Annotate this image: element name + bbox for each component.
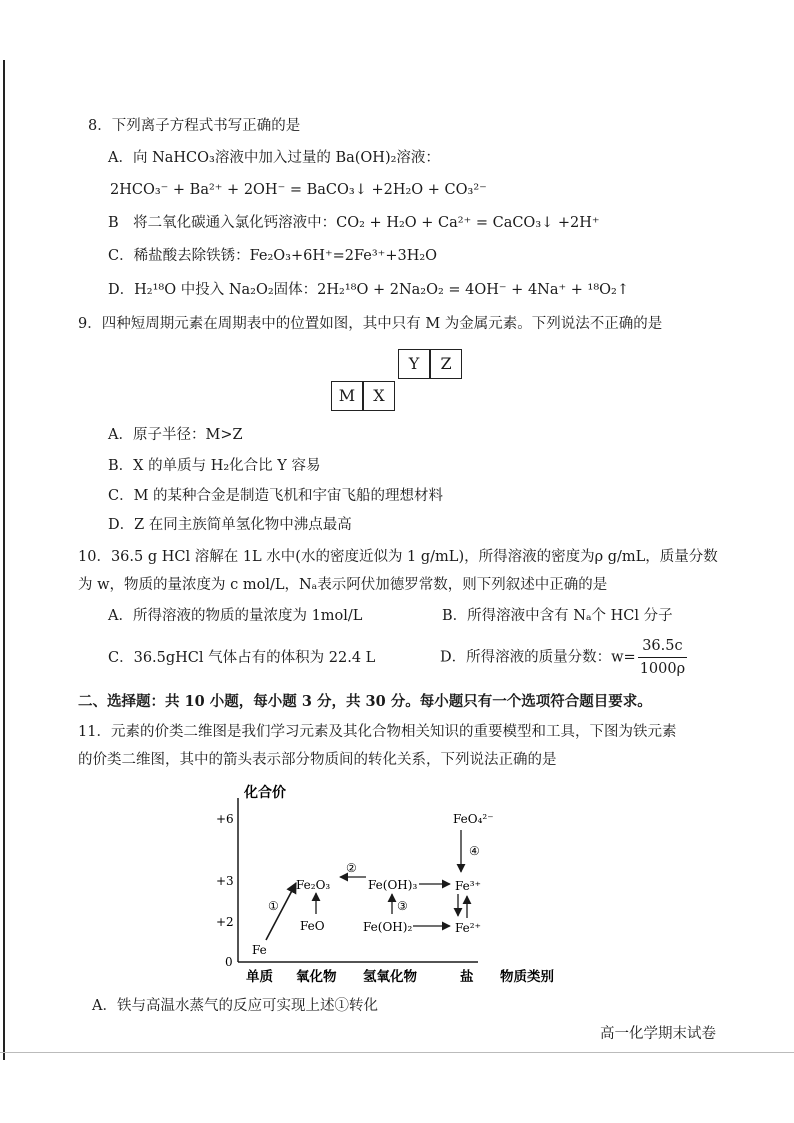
q11-stem-line1: 11．元素的价类二维图是我们学习元素及其化合物相关知识的重要模型和工具，下图为铁元素 [78,724,677,740]
species-fe3-ion: Fe³⁺ [455,879,481,893]
q9-option-d: D．Z 在同主族简单氢化物中沸点最高 [108,517,352,533]
y-tick-plus6: +6 [216,812,234,826]
q8-stem: 8．下列离子方程式书写正确的是 [88,118,301,134]
q8-option-b: B 将二氧化碳通入氯化钙溶液中：CO₂ + H₂O + Ca²⁺ = CaCO₃↓ +2H⁺ [108,215,600,231]
marker-3: ③ [397,899,408,913]
marker-1: ① [268,899,279,913]
marker-2: ② [346,861,357,875]
q9-option-c: C．M 的某种合金是制造飞机和宇宙飞船的理想材料 [108,488,444,504]
species-feoh3: Fe(OH)₃ [368,878,418,892]
periodic-cell-y: Y [398,349,430,379]
q10-stem-line2: 为 w，物质的量浓度为 c mol/L，Nₐ表示阿伏加德罗常数，则下列叙述中正确的是 [78,577,608,593]
marker-4: ④ [469,844,480,858]
species-fe: Fe [252,943,267,957]
y-tick-plus3: +3 [216,874,234,888]
fraction-numerator: 36.5c [638,635,687,658]
q10-stem-line1: 10．36.5 g HCl 溶解在 1L 水中(水的密度近似为 1 g/mL)，所得溶液的密度为ρ g/mL，质量分数 [78,549,718,565]
periodic-cell-x: X [363,381,395,411]
q8-option-a: A．向 NaHCO₃溶液中加入过量的 Ba(OH)₂溶液： [108,150,440,166]
periodic-cell-z: Z [430,349,462,379]
q10-option-a: A．所得溶液的物质的量浓度为 1mol/L [108,608,363,624]
section-heading: 二、选择题：共 10 小题，每小题 3 分，共 30 分。每小题只有一个选项符合题目要求。 [78,693,652,710]
species-fe2o3: Fe₂O₃ [296,878,331,892]
x-category-element: 单质 [246,969,273,985]
q9-option-b: B．X 的单质与 H₂化合比 Y 容易 [108,458,321,474]
fraction-denominator: 1000ρ [639,661,686,677]
species-feoh2: Fe(OH)₂ [363,920,413,934]
x-category-salt: 盐 [460,969,474,985]
y-tick-zero: 0 [225,955,233,969]
page-footer: 高一化学期末试卷 [600,1026,716,1042]
periodic-cell-m: M [331,381,363,411]
page-bottom-rule [0,1052,794,1053]
x-category-oxide: 氧化物 [296,969,337,985]
y-axis-label: 化合价 [244,785,286,801]
q9-stem: 9．四种短周期元素在周期表中的位置如图，其中只有 M 为金属元素。下列说法不正确的是 [78,316,663,332]
q8-option-a-equation: 2HCO₃⁻ + Ba²⁺ + 2OH⁻ = BaCO₃↓ +2H₂O + CO₃²⁻ [110,182,487,198]
q11-option-a: A．铁与高温水蒸气的反应可实现上述①转化 [92,998,378,1014]
q8-option-c: C．稀盐酸去除铁锈：Fe₂O₃+6H⁺=2Fe³⁺+3H₂O [108,248,438,264]
q9-option-a: A．原子半径：M>Z [108,427,243,443]
species-ferrate: FeO₄²⁻ [453,812,494,826]
x-category-hydroxide: 氢氧化物 [363,969,417,985]
x-axis-label: 物质类别 [500,969,554,985]
q10-option-b: B．所得溶液中含有 Nₐ个 HCl 分子 [442,608,673,624]
species-feo: FeO [300,919,325,933]
q10-option-d-prefix: D．所得溶液的质量分数：w= [440,649,636,666]
q11-stem-line2: 的价类二维图，其中的箭头表示部分物质间的转化关系，下列说法正确的是 [78,752,557,768]
q8-option-d: D．H₂¹⁸O 中投入 Na₂O₂固体：2H₂¹⁸O + 2Na₂O₂ = 4OH⁻ + 4Na⁺ + ¹⁸O₂↑ [108,282,629,298]
q10-option-c: C．36.5gHCl 气体占有的体积为 22.4 L [108,650,376,666]
y-tick-plus2: +2 [216,915,234,929]
species-fe2-ion: Fe²⁺ [455,921,481,935]
